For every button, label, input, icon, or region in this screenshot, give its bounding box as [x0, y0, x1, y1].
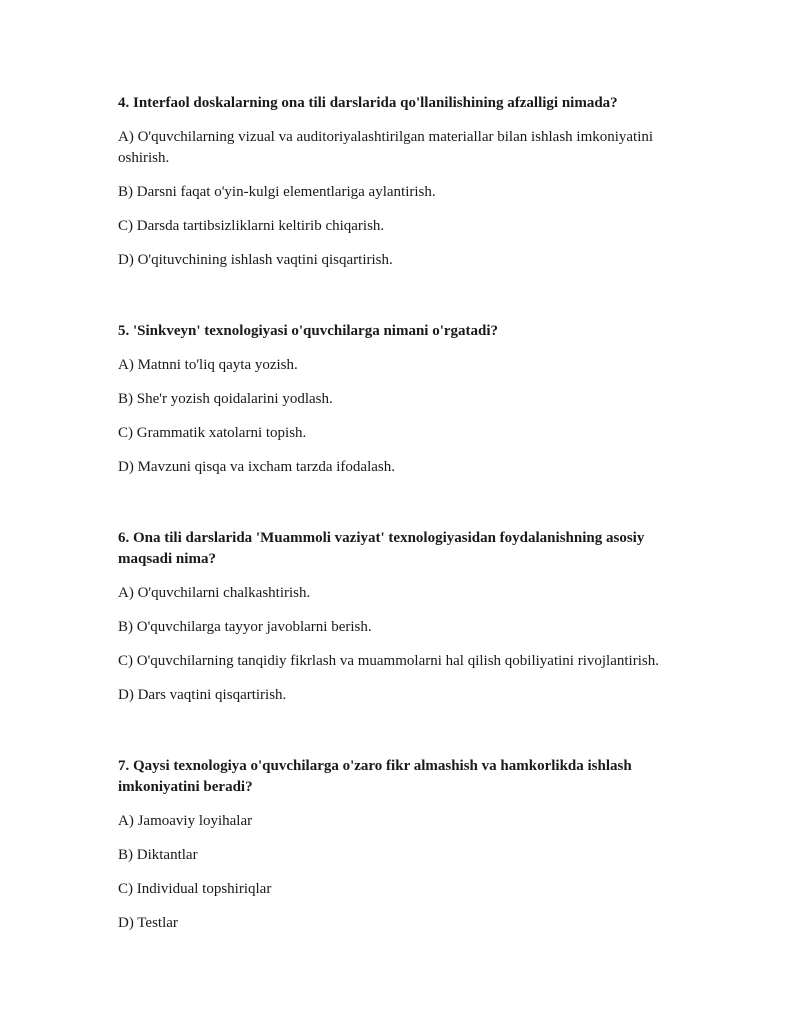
option-c: C) O'quvchilarning tanqidiy fikrlash va muammolarni hal qilish qobiliyatini rivojlantirish. [118, 653, 659, 669]
question-5 [118, 321, 688, 478]
option-a: A) Matnni to'liq qayta yozish. [118, 357, 298, 373]
question-6 [118, 528, 688, 706]
question-text: 6. Ona tili darslarida 'Muammoli vaziyat' texnologiyasidan foydalanishning asosiy maqsadi nima? [118, 530, 645, 567]
option-b: B) She'r yozish qoidalarini yodlash. [118, 391, 333, 407]
document-page [118, 93, 688, 984]
option-a: A) O'quvchilarni chalkashtirish. [118, 585, 311, 601]
question-4 [118, 93, 688, 271]
option-b: B) Diktantlar [118, 847, 198, 863]
option-c: C) Darsda tartibsizliklarni keltirib chiqarish. [118, 218, 385, 234]
question-7 [118, 756, 688, 934]
question-text: 7. Qaysi texnologiya o'quvchilarga o'zaro fikr almashish va hamkorlikda ishlash imkoniyatini beradi? [118, 758, 632, 795]
option-b: B) Darsni faqat o'yin-kulgi elementlariga aylantirish. [118, 184, 436, 200]
option-c: C) Individual topshiriqlar [118, 881, 272, 897]
option-d: D) Dars vaqtini qisqartirish. [118, 687, 287, 703]
question-text: 4. Interfaol doskalarning ona tili darslarida qo'llanilishining afzalligi nimada? [118, 95, 618, 111]
option-d: D) Testlar [118, 915, 178, 931]
question-text: 5. 'Sinkveyn' texnologiyasi o'quvchilarga nimani o'rgatadi? [118, 323, 499, 339]
option-a: A) Jamoaviy loyihalar [118, 813, 253, 829]
option-d: D) O'qituvchining ishlash vaqtini qisqartirish. [118, 252, 393, 268]
option-a: A) O'quvchilarning vizual va auditoriyalashtirilgan materiallar bilan ishlash imkoniyatini oshirish. [118, 129, 654, 166]
option-d: D) Mavzuni qisqa va ixcham tarzda ifodalash. [118, 459, 395, 475]
option-b: B) O'quvchilarga tayyor javoblarni berish. [118, 619, 372, 635]
option-c: C) Grammatik xatolarni topish. [118, 425, 307, 441]
